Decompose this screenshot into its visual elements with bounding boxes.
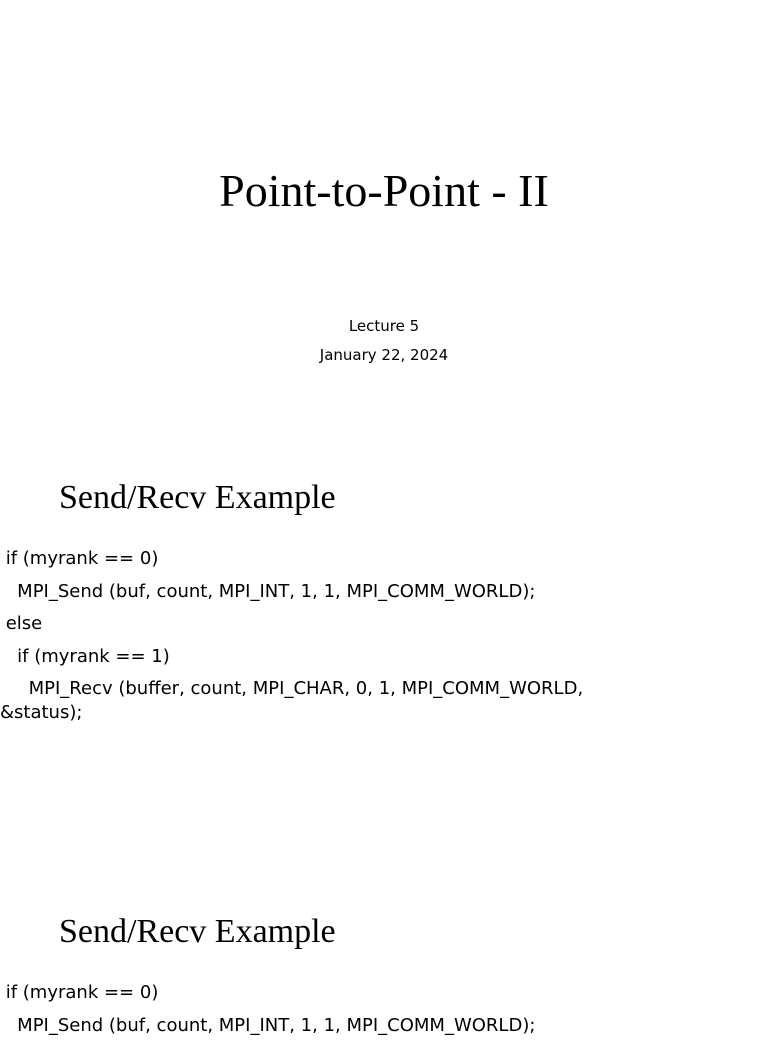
code-line: MPI_Recv (buffer, count, MPI_CHAR, 0, 1, MPI_COMM_WORLD,	[0, 677, 768, 701]
code-line: MPI_Send (buf, count, MPI_INT, 1, 1, MPI_COMM_WORLD);	[0, 580, 768, 613]
code-block	[0, 547, 768, 734]
code-line: MPI_Send (buf, count, MPI_INT, 1, 1, MPI_COMM_WORLD);	[0, 1014, 768, 1046]
slide-send-recv-example-continued	[0, 868, 768, 1024]
lecture-number: Lecture 5	[0, 316, 768, 336]
slide-title-heading: Point-to-Point - II	[0, 163, 768, 219]
code-block	[0, 981, 768, 1046]
code-line: else	[0, 612, 768, 645]
slide-send-recv-example	[0, 434, 768, 866]
lecture-date: January 22, 2024	[0, 345, 768, 365]
code-line: if (myrank == 1)	[0, 645, 768, 678]
slide-heading: Send/Recv Example	[59, 912, 336, 952]
code-line: if (myrank == 0)	[0, 547, 768, 580]
slide-heading: Send/Recv Example	[59, 478, 336, 518]
code-line: &status);	[0, 701, 768, 734]
code-line: if (myrank == 0)	[0, 981, 768, 1014]
slide-title	[0, 0, 768, 432]
